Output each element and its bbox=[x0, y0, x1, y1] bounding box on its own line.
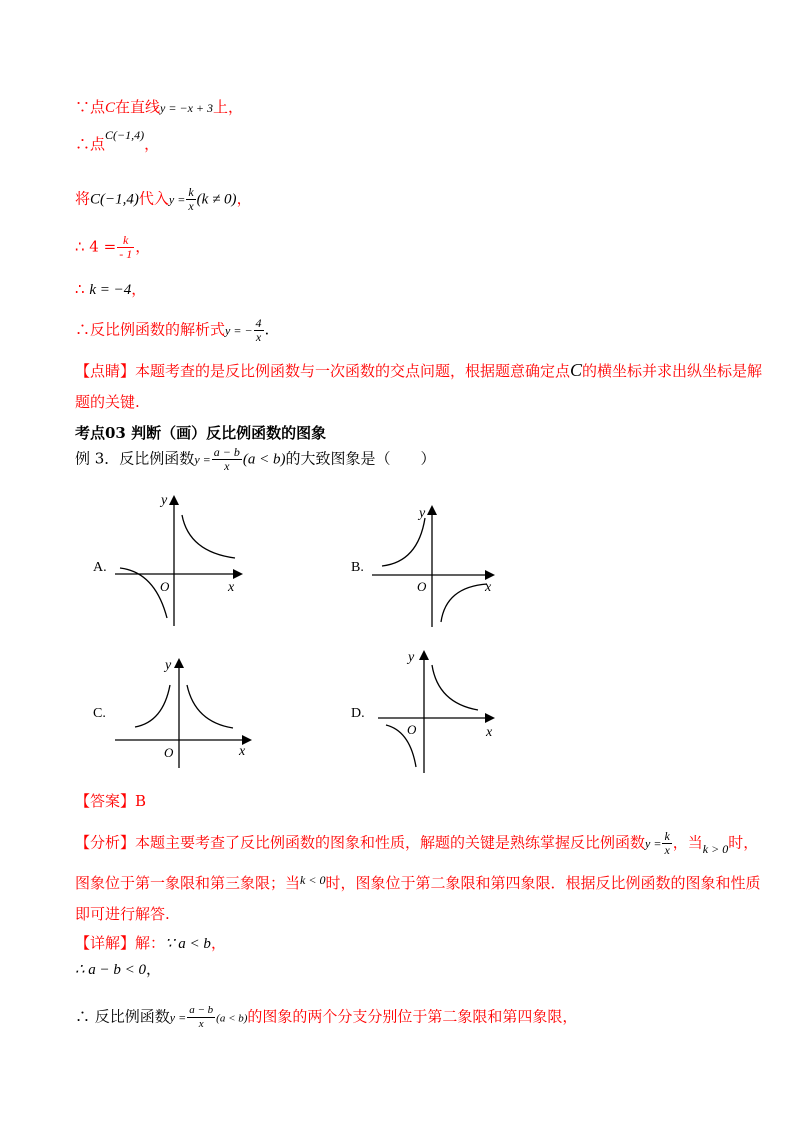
answer bbox=[75, 791, 146, 811]
detail-line-2 bbox=[75, 959, 161, 980]
section-title bbox=[75, 423, 326, 443]
math: k = −4 bbox=[89, 282, 132, 298]
text: ，当 bbox=[672, 833, 703, 852]
math: (k ≠ 0) bbox=[196, 191, 237, 208]
line-key-point bbox=[75, 392, 140, 412]
denominator: x bbox=[664, 843, 670, 857]
example-3-question bbox=[75, 446, 436, 473]
option-a-label: A. bbox=[93, 560, 107, 575]
option-c-graph bbox=[115, 650, 255, 774]
y-axis-label: y bbox=[165, 658, 172, 673]
math: (a < b) bbox=[242, 451, 286, 468]
y-axis-label: y bbox=[419, 506, 426, 521]
numerator: 4 bbox=[255, 316, 262, 330]
option-b-label: B. bbox=[351, 560, 364, 575]
text: 例 3．反比例函数 bbox=[75, 449, 195, 468]
denominator: x bbox=[224, 459, 230, 473]
math: y = − bbox=[225, 323, 253, 338]
title-text: 考点03 判断（画）反比例函数的图象 bbox=[75, 424, 327, 442]
math: C(−1,4) bbox=[105, 128, 145, 142]
numerator: k bbox=[117, 234, 134, 248]
text: ， bbox=[135, 237, 151, 256]
origin-label: O bbox=[164, 745, 174, 760]
math: (a < b) bbox=[216, 1012, 248, 1025]
fraction bbox=[254, 317, 264, 344]
option-d-graph bbox=[378, 645, 518, 779]
fraction bbox=[662, 830, 671, 857]
text: 即可进行解答. bbox=[75, 905, 170, 923]
text: 【分析】本题主要考查了反比例函数的图象和性质，解题的关键是熟练掌握反比例函数 bbox=[75, 833, 646, 852]
detail-line-1 bbox=[75, 933, 226, 954]
text: 的图象的两个分支分别位于第二象限和第四象限， bbox=[247, 1007, 578, 1026]
numerator: a − b bbox=[189, 1004, 214, 1016]
text: ∴点 bbox=[75, 135, 106, 153]
text: ∴ 4 = bbox=[75, 237, 117, 256]
line-equation bbox=[75, 234, 150, 261]
denominator: - 1 bbox=[119, 247, 133, 261]
text: ， bbox=[210, 934, 226, 952]
analysis-line-1 bbox=[75, 830, 758, 857]
line-point-c-coordinates bbox=[75, 128, 160, 155]
numerator: k bbox=[188, 185, 194, 199]
text: ， bbox=[146, 960, 162, 978]
denominator: x bbox=[198, 1018, 204, 1030]
x-axis-label: x bbox=[239, 744, 246, 759]
math: C(−1,4) bbox=[90, 191, 139, 208]
numerator: k bbox=[664, 829, 670, 843]
text: ， bbox=[236, 189, 252, 208]
text: 将 bbox=[75, 189, 91, 208]
origin-label: O bbox=[417, 579, 427, 594]
numerator: a − b bbox=[213, 445, 240, 459]
math: C bbox=[105, 100, 116, 116]
analysis-line-2 bbox=[75, 873, 760, 894]
line-substitute bbox=[75, 186, 252, 213]
denominator: x bbox=[188, 199, 194, 213]
text: ∴ bbox=[75, 280, 85, 298]
fraction bbox=[117, 234, 134, 261]
text: ， bbox=[144, 135, 160, 153]
x-axis-label: x bbox=[228, 580, 235, 595]
option-d-label: D. bbox=[351, 706, 365, 721]
math: y = bbox=[168, 192, 186, 207]
fraction bbox=[187, 1004, 215, 1031]
origin-label: O bbox=[407, 722, 417, 737]
fraction bbox=[212, 446, 242, 473]
y-axis-label: y bbox=[161, 493, 168, 508]
text: 上， bbox=[213, 98, 244, 116]
line-dianjing bbox=[75, 360, 762, 381]
text: 【点睛】本题考查的是反比例函数与一次函数的交点问题，根据题意确定点 bbox=[75, 362, 571, 380]
math: ∵ a < b bbox=[165, 936, 211, 952]
text: 时， bbox=[728, 833, 759, 852]
line-analytic-expression bbox=[75, 317, 269, 344]
math: k > 0 bbox=[702, 841, 729, 856]
math: y = −x + 3 bbox=[160, 101, 213, 115]
text: ∴反比例函数的解析式 bbox=[75, 320, 226, 339]
math: k < 0 bbox=[300, 873, 326, 887]
analysis-line-3 bbox=[75, 904, 170, 924]
option-b-graph bbox=[372, 500, 512, 644]
x-axis-label: x bbox=[486, 725, 493, 740]
text: ∵点 bbox=[75, 98, 106, 116]
answer-text: 【答案】B bbox=[75, 792, 147, 810]
text: . bbox=[264, 320, 270, 339]
x-axis-label: x bbox=[485, 580, 492, 595]
text: 图象位于第一象限和第三象限；当 bbox=[75, 874, 301, 892]
option-c-label: C. bbox=[93, 706, 106, 721]
math: y = bbox=[194, 452, 211, 467]
denominator: x bbox=[255, 330, 262, 344]
line-k-value bbox=[75, 279, 146, 300]
text: ， bbox=[131, 280, 147, 298]
option-a-graph bbox=[115, 488, 255, 632]
text: 代入 bbox=[138, 189, 169, 208]
math: y = bbox=[645, 836, 662, 851]
text: 在直线 bbox=[115, 98, 161, 116]
origin-label: O bbox=[160, 579, 170, 594]
math: C bbox=[570, 360, 583, 380]
y-axis-label: y bbox=[408, 650, 415, 665]
text: 【详解】解： bbox=[75, 934, 166, 952]
math: ∴ a − b < 0 bbox=[75, 962, 147, 978]
text: 的大致图象是（ ） bbox=[285, 449, 436, 468]
text: 时，图象位于第二象限和第四象限．根据反比例函数的图象和性质 bbox=[325, 874, 761, 892]
line-point-c-on-line bbox=[75, 97, 243, 118]
text: 的横坐标并求出纵坐标是解 bbox=[582, 362, 763, 380]
fraction bbox=[186, 186, 195, 213]
text: ∴ 反比例函数 bbox=[75, 1007, 170, 1026]
text: 题的关键. bbox=[75, 393, 140, 411]
detail-line-3 bbox=[75, 1004, 577, 1031]
math: y = bbox=[169, 1010, 187, 1025]
